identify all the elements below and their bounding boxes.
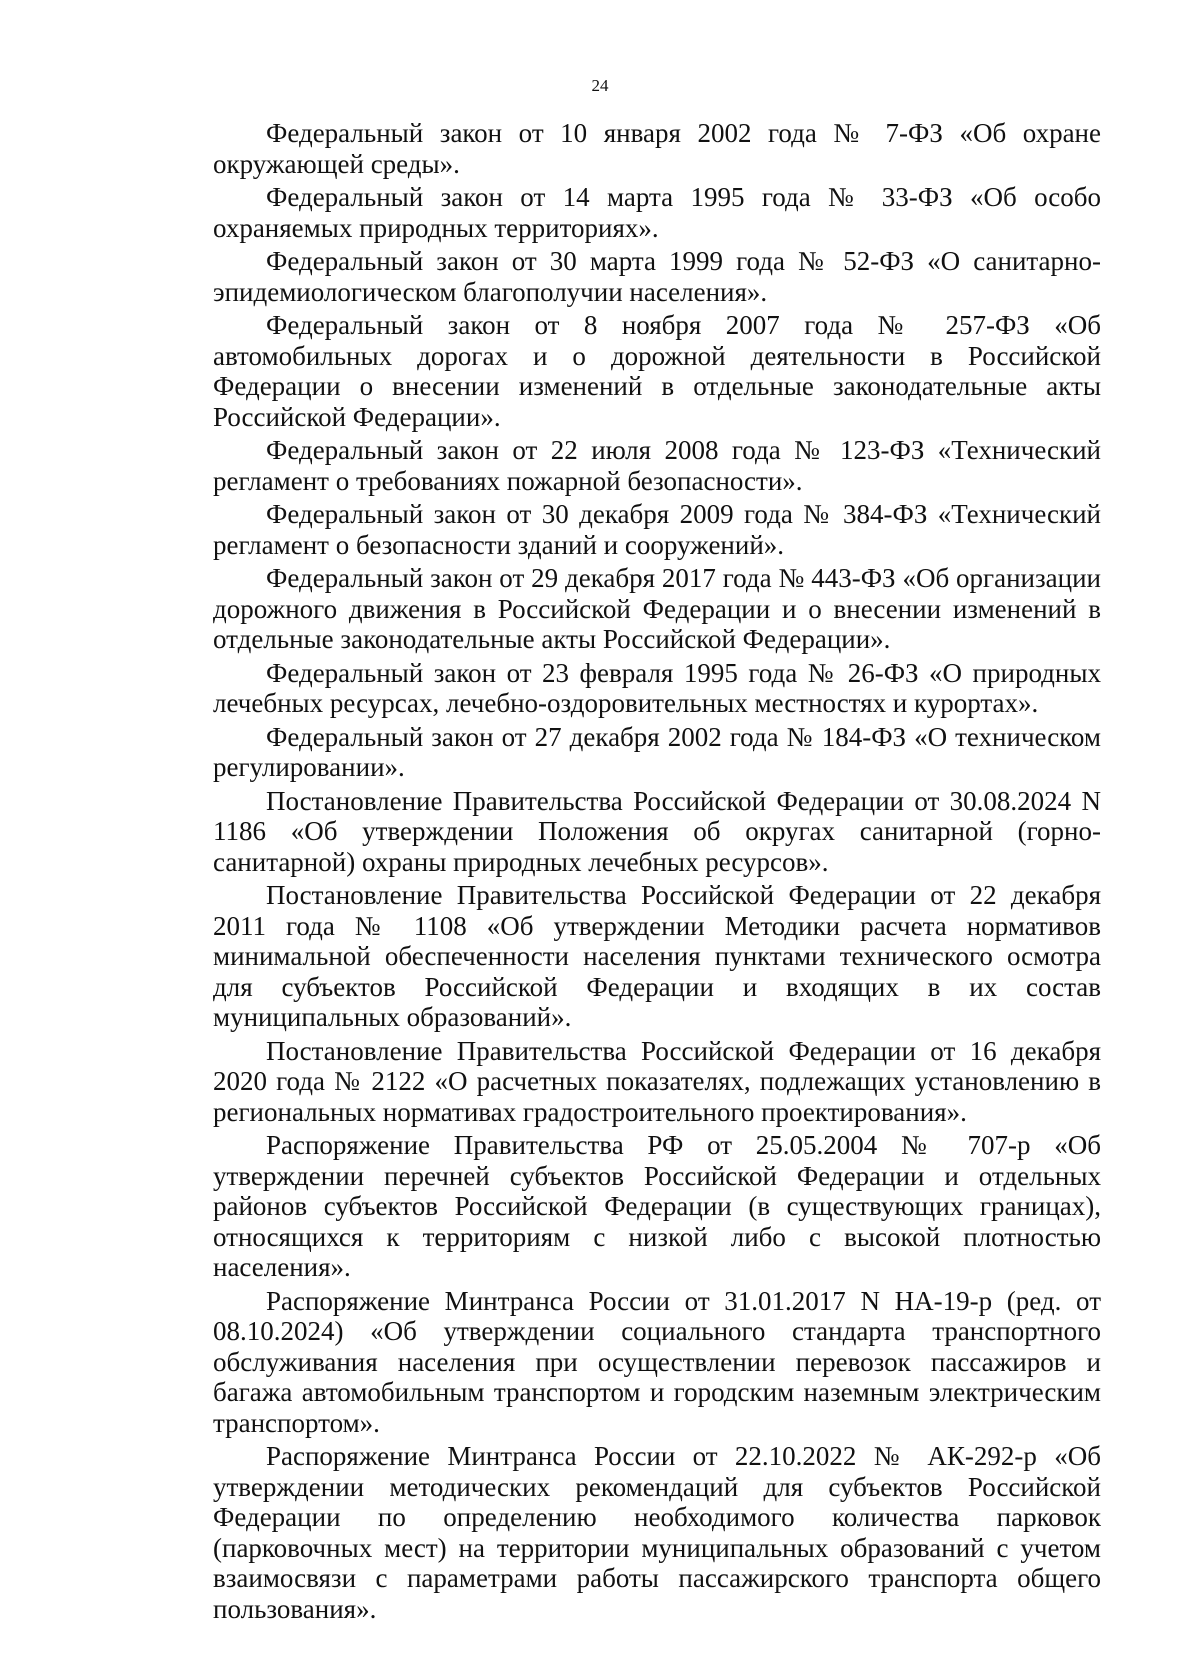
paragraph-order-ak-292-r: Распоряжение Минтранса России от 22.10.2022 № АК-292-р «Об утверждении методических рекомендаций для субъектов Российской Федерации по определению необходимого количества парковок (парковочных мест) на территории муниципальных образований с учетом взаимосвязи с параметрами работы пассажирского транспорта общего пользования». bbox=[213, 1441, 1101, 1624]
paragraph-law-384-fz: Федеральный закон от 30 декабря 2009 года № 384-ФЗ «Технический регламент о безопасности зданий и сооружений». bbox=[213, 499, 1101, 560]
paragraph-law-52-fz: Федеральный закон от 30 марта 1999 года № 52-ФЗ «О санитарно-эпидемиологическом благополучии населения». bbox=[213, 246, 1101, 307]
paragraph-law-33-fz: Федеральный закон от 14 марта 1995 года № 33-ФЗ «Об особо охраняемых природных территориях». bbox=[213, 182, 1101, 243]
paragraph-resolution-1186: Постановление Правительства Российской Федерации от 30.08.2024 N 1186 «Об утверждении Положения об округах санитарной (горно-санитарной) охраны природных лечебных ресурсов». bbox=[213, 785, 1101, 877]
paragraph-resolution-1108: Постановление Правительства Российской Федерации от 22 декабря 2011 года № 1108 «Об утверждении Методики расчета нормативов минимальной обеспеченности населения пунктами технического осмотра для субъектов Российской Федерации и входящих в их состав муниципальных образований». bbox=[213, 880, 1101, 1032]
page-number: 24 bbox=[591, 76, 609, 95]
document-body bbox=[213, 118, 1101, 1627]
paragraph-law-7-fz: Федеральный закон от 10 января 2002 года № 7-ФЗ «Об охране окружающей среды». bbox=[213, 118, 1101, 179]
paragraph-law-123-fz: Федеральный закон от 22 июля 2008 года № 123-ФЗ «Технический регламент о требованиях пожарной безопасности». bbox=[213, 435, 1101, 496]
paragraph-order-na-19-r: Распоряжение Минтранса России от 31.01.2017 N НА-19-р (ред. от 08.10.2024) «Об утверждении социального стандарта транспортного обслуживания населения при осуществлении перевозок пассажиров и багажа автомобильным транспортом и городским наземным электрическим транспортом». bbox=[213, 1285, 1101, 1438]
paragraph-law-26-fz: Федеральный закон от 23 февраля 1995 года № 26-ФЗ «О природных лечебных ресурсах, лечебно-оздоровительных местностях и курортах». bbox=[213, 657, 1101, 718]
paragraph-resolution-2122: Постановление Правительства Российской Федерации от 16 декабря 2020 года № 2122 «О расчетных показателях, подлежащих установлению в региональных нормативах градостроительного проектирования». bbox=[213, 1035, 1101, 1127]
paragraph-law-443-fz: Федеральный закон от 29 декабря 2017 года № 443-ФЗ «Об организации дорожного движения в Российской Федерации и о внесении изменений в отдельные законодательные акты Российской Федерации». bbox=[213, 563, 1101, 654]
paragraph-law-257-fz: Федеральный закон от 8 ноября 2007 года № 257-ФЗ «Об автомобильных дорогах и о дорожной деятельности в Российской Федерации о внесении изменений в отдельные законодательные акты Российской Федерации». bbox=[213, 310, 1101, 432]
paragraph-law-184-fz: Федеральный закон от 27 декабря 2002 года № 184-ФЗ «О техническом регулировании». bbox=[213, 721, 1101, 782]
paragraph-order-707-r: Распоряжение Правительства РФ от 25.05.2004 № 707-р «Об утверждении перечней субъектов Российской Федерации и отдельных районов субъектов Российской Федерации (в существующих границах), относящихся к территориям с низкой либо с высокой плотностью населения». bbox=[213, 1130, 1101, 1282]
